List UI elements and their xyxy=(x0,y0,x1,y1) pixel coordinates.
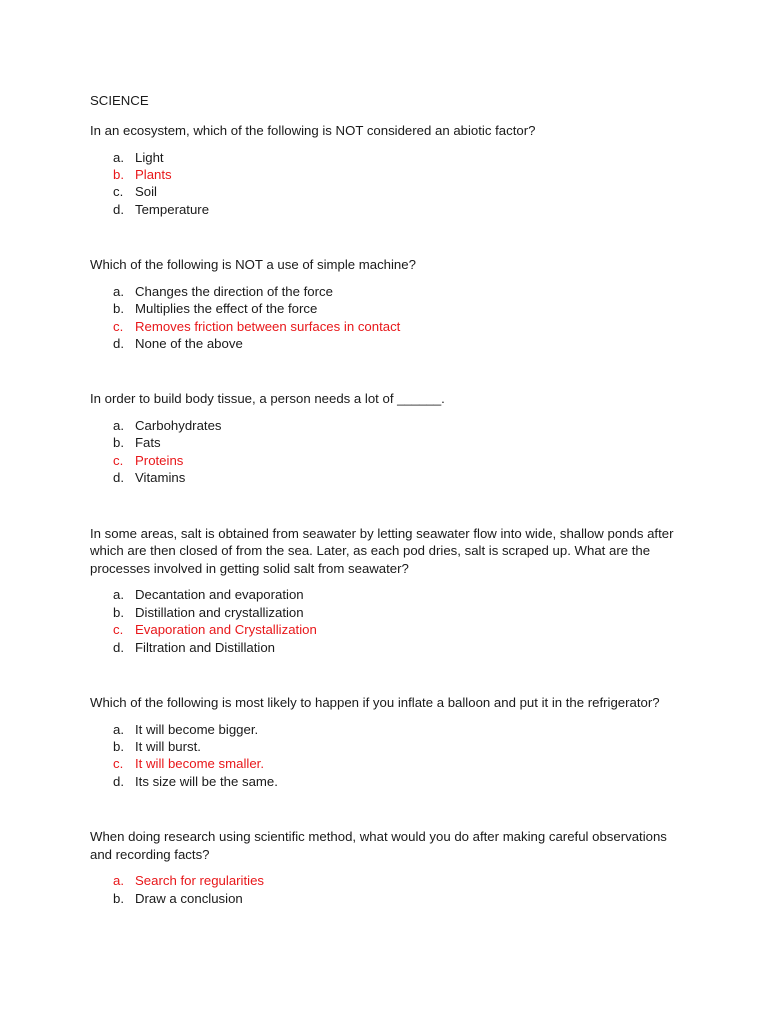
spacer xyxy=(90,656,690,694)
question-text: In some areas, salt is obtained from seawater by letting seawater flow into wide, shallow ponds after which are then closed of from the sea. Later, as each pod dries, salt is scraped up. What are the processes involved in getting solid salt from seawater? xyxy=(90,525,674,576)
option-text: Removes friction between surfaces in contact xyxy=(135,318,401,334)
option-letter: b. xyxy=(113,167,124,182)
option-letter: b. xyxy=(113,301,124,317)
option-letter: a. xyxy=(113,418,124,434)
answer-option xyxy=(90,738,690,755)
question-6 xyxy=(90,828,690,907)
option-letter: d. xyxy=(113,773,124,789)
option-text: Draw a conclusion xyxy=(135,890,243,906)
answer-option xyxy=(90,166,690,183)
option-text: Search for regularities xyxy=(135,873,265,889)
answer-option xyxy=(90,755,690,772)
answer-option xyxy=(90,201,690,218)
option-letter: d. xyxy=(113,470,124,486)
question-3 xyxy=(90,390,690,486)
question-text: Which of the following is NOT a use of simple machine? xyxy=(90,257,416,273)
option-text: Changes the direction of the force xyxy=(135,283,333,299)
option-text: Vitamins xyxy=(135,470,186,486)
option-letter: b. xyxy=(113,890,124,906)
option-letter: a. xyxy=(113,873,124,889)
answer-options xyxy=(90,872,690,907)
answer-options xyxy=(90,283,690,353)
answer-options xyxy=(90,586,690,656)
spacer xyxy=(90,218,690,256)
question-1 xyxy=(90,122,690,218)
answer-option xyxy=(90,149,690,166)
option-letter: c. xyxy=(113,184,124,200)
answer-option xyxy=(90,890,690,907)
option-letter: a. xyxy=(113,283,124,299)
option-letter: c. xyxy=(113,756,124,772)
option-text: Light xyxy=(135,149,164,165)
option-text: Temperature xyxy=(135,201,210,217)
answer-option xyxy=(90,872,690,889)
answer-options xyxy=(90,417,690,487)
option-text: Its size will be the same. xyxy=(135,773,278,789)
option-text: Distillation and crystallization xyxy=(135,604,304,620)
document-body xyxy=(90,93,690,907)
option-text: Carbohydrates xyxy=(135,418,222,434)
answer-option xyxy=(90,183,690,200)
answer-option xyxy=(90,721,690,738)
option-letter: b. xyxy=(113,739,124,755)
option-text: None of the above xyxy=(135,336,243,352)
question-text: In an ecosystem, which of the following is NOT considered an abiotic factor? xyxy=(90,123,536,138)
question-2 xyxy=(90,256,690,352)
answer-option xyxy=(90,773,690,790)
option-letter: b. xyxy=(113,604,124,620)
question-5 xyxy=(90,694,690,790)
option-text: Plants xyxy=(135,167,172,182)
option-text: Evaporation and Crystallization xyxy=(135,622,317,638)
document-title: SCIENCE xyxy=(90,93,149,108)
option-text: Filtration and Distillation xyxy=(135,639,275,655)
answer-option xyxy=(90,586,690,603)
question-4 xyxy=(90,525,690,656)
question-text: When doing research using scientific method, what would you do after making careful observations and recording facts? xyxy=(90,829,667,862)
option-text: Soil xyxy=(135,184,157,200)
option-letter: d. xyxy=(113,639,124,655)
option-text: It will become smaller. xyxy=(135,756,264,772)
spacer xyxy=(90,487,690,525)
option-letter: c. xyxy=(113,452,124,468)
option-letter: a. xyxy=(113,587,124,603)
answer-option xyxy=(90,318,690,335)
option-text: Proteins xyxy=(135,452,184,468)
answer-options xyxy=(90,721,690,791)
option-text: It will become bigger. xyxy=(135,721,259,737)
answer-option xyxy=(90,335,690,352)
option-letter: a. xyxy=(113,149,124,165)
option-letter: c. xyxy=(113,318,124,334)
answer-option xyxy=(90,434,690,451)
option-letter: d. xyxy=(113,201,124,217)
option-text: Fats xyxy=(135,435,161,451)
option-letter: c. xyxy=(113,622,124,638)
answer-option xyxy=(90,417,690,434)
spacer xyxy=(90,790,690,828)
question-text: Which of the following is most likely to happen if you inflate a balloon and put it in the refrigerator? xyxy=(90,695,660,711)
answer-option xyxy=(90,452,690,469)
answer-option xyxy=(90,283,690,300)
answer-option xyxy=(90,469,690,486)
answer-option xyxy=(90,604,690,621)
option-letter: b. xyxy=(113,435,124,451)
answer-options xyxy=(90,149,690,219)
spacer xyxy=(90,352,690,390)
answer-option xyxy=(90,621,690,638)
option-letter: a. xyxy=(113,721,124,737)
option-text: Decantation and evaporation xyxy=(135,587,304,603)
question-text: In order to build body tissue, a person needs a lot of ______. xyxy=(90,391,445,407)
option-text: Multiplies the effect of the force xyxy=(135,301,318,317)
option-letter: d. xyxy=(113,336,124,352)
answer-option xyxy=(90,639,690,656)
answer-option xyxy=(90,300,690,317)
option-text: It will burst. xyxy=(135,739,201,755)
